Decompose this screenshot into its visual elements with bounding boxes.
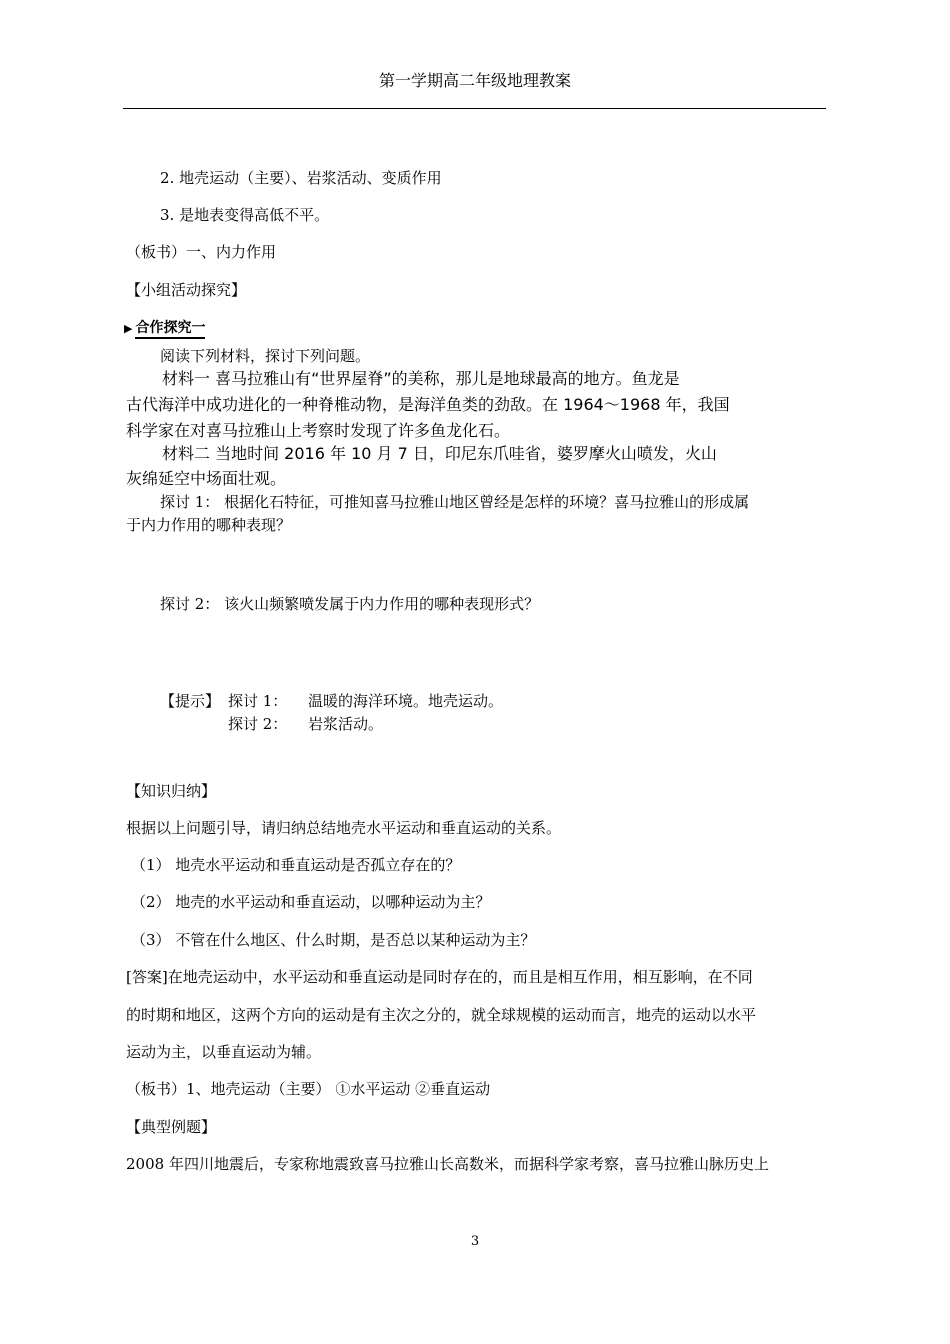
material-1-line-1: 材料一 喜马拉雅山有“世界屋脊”的美称，那儿是地球最高的地方。鱼龙是	[162, 369, 680, 388]
reading-instruction: 阅读下列材料，探讨下列问题。	[160, 347, 371, 365]
header-divider	[123, 108, 826, 109]
hint-2-text: 岩浆活动。	[308, 715, 384, 733]
question-2: 探讨 2： 该火山频繁喷发属于内力作用的哪种表现形式？	[160, 595, 540, 613]
knowledge-question-3: （3） 不管在什么地区、什么时期，是否总以某种运动为主？	[131, 931, 536, 949]
material-2-line-2: 灰绵延空中场面壮观。	[126, 469, 287, 488]
hint-1-text: 温暖的海洋环境。地壳运动。	[308, 692, 504, 710]
knowledge-question-2: （2） 地壳的水平运动和垂直运动，以哪种运动为主？	[131, 893, 491, 911]
cooperative-inquiry-tag	[124, 317, 205, 337]
list-item-3: 3. 是地表变得高低不平。	[160, 206, 330, 224]
material-2-line-1: 材料二 当地时间 2016 年 10 月 7 日，印尼东爪哇省，婆罗摩火山喷发，火山	[162, 444, 717, 463]
example-text: 2008 年四川地震后，专家称地震致喜马拉雅山长高数米，而据科学家考察，喜马拉雅山脉历史上	[126, 1155, 769, 1173]
board-note-1: （板书）一、内力作用	[126, 243, 277, 261]
section-title-knowledge: 【知识归纳】	[126, 782, 217, 800]
hint-2-label: 探讨 2：	[228, 715, 288, 733]
hint-1-label: 探讨 1：	[228, 692, 288, 710]
answer-line-3: 运动为主，以垂直运动为辅。	[126, 1043, 322, 1061]
section-title-group-activity: 【小组活动探究】	[126, 281, 247, 299]
knowledge-question-1: （1） 地壳水平运动和垂直运动是否孤立存在的？	[131, 856, 461, 874]
question-1-line-2: 于内力作用的哪种表现？	[126, 516, 292, 534]
answer-line-1: [答案]在地壳运动中，水平运动和垂直运动是同时存在的，而且是相互作用，相互影响，在不同	[126, 968, 753, 986]
knowledge-intro: 根据以上问题引导，请归纳总结地壳水平运动和垂直运动的关系。	[126, 819, 562, 837]
page-number: 3	[470, 1234, 480, 1249]
double-arrow-icon: ▶	[124, 322, 133, 335]
cooperative-inquiry-label: 合作探究一	[135, 320, 205, 339]
question-1-line-1: 探讨 1： 根据化石特征，可推知喜马拉雅山地区曾经是怎样的环境？喜马拉雅山的形成属	[160, 493, 750, 511]
material-1-line-3: 科学家在对喜马拉雅山上考察时发现了许多鱼龙化石。	[126, 421, 511, 440]
list-item-2: 2. 地壳运动（主要）、岩浆活动、变质作用	[160, 169, 442, 187]
answer-line-2: 的时期和地区，这两个方向的运动是有主次之分的，就全球规模的运动而言，地壳的运动以水平	[126, 1006, 757, 1024]
hint-tag: 【提示】	[160, 692, 221, 710]
board-note-2: （板书）1、地壳运动（主要） ①水平运动 ②垂直运动	[126, 1080, 491, 1098]
material-1-line-2: 古代海洋中成功进化的一种脊椎动物，是海洋鱼类的劲敌。在 1964～1968 年，我国	[126, 395, 730, 414]
page-header: 第一学期高二年级地理教案	[378, 71, 571, 90]
section-title-example: 【典型例题】	[126, 1118, 217, 1136]
